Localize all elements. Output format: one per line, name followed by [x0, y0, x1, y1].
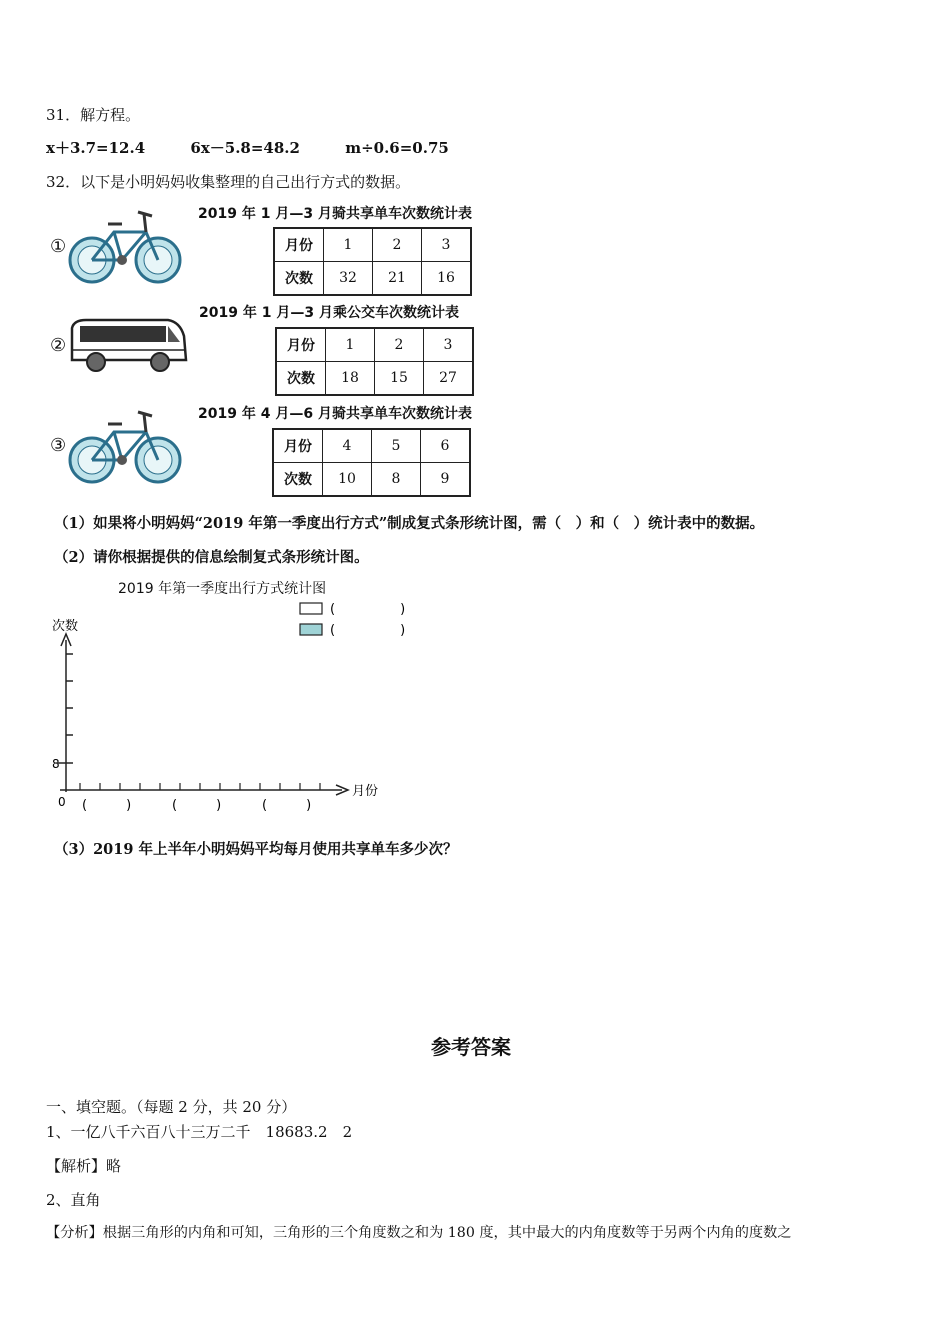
x-slot-2: ( ) — [172, 798, 222, 813]
table-cell: 3 — [422, 228, 472, 262]
table-row — [276, 328, 473, 362]
chart-title: 2019 年第一季度出行方式统计图 — [118, 581, 327, 597]
row-label: 月份 — [276, 328, 326, 362]
answers-title: 参考答案 — [431, 1035, 511, 1059]
answer-1: 1、一亿八千六百八十三万二千 18683.2 2 — [46, 1123, 353, 1141]
bicycle-icon — [66, 204, 184, 288]
table-cell: 1 — [326, 328, 375, 362]
x-slot-3: ( ) — [262, 798, 312, 813]
x-ticks — [80, 783, 320, 790]
row-label: 次数 — [273, 463, 323, 497]
legend-swatch-1 — [300, 603, 322, 614]
row-label: 月份 — [274, 228, 324, 262]
answer-2: 2、直角 — [46, 1191, 101, 1209]
row-label: 月份 — [273, 429, 323, 463]
table-cell: 32 — [324, 262, 373, 296]
table-cell: 2 — [373, 228, 422, 262]
table-3 — [272, 428, 471, 497]
table-row — [276, 362, 473, 396]
table-cell: 15 — [375, 362, 424, 396]
x-slot-1: ( ) — [82, 798, 132, 813]
x-axis-label: 月份 — [352, 784, 379, 799]
equation-3: m÷0.6=0.75 — [345, 139, 449, 157]
y-axis-label: 次数 — [52, 619, 79, 634]
table-cell: 5 — [372, 429, 421, 463]
table-row — [274, 262, 471, 296]
q32-title: 32．以下是小明妈妈收集整理的自己出行方式的数据。 — [46, 173, 411, 191]
table-cell: 27 — [424, 362, 474, 396]
table-cell: 9 — [421, 463, 471, 497]
table-row — [273, 463, 470, 497]
table-cell: 6 — [421, 429, 471, 463]
table-2 — [275, 327, 474, 396]
marker-3: ③ — [50, 435, 67, 456]
table-2-title: 2019 年 1 月—3 月乘公交车次数统计表 — [199, 305, 459, 321]
q32-part1: （1）如果将小明妈妈“2019 年第一季度出行方式”制成复式条形统计图，需（ ）和（ ）统计表中的数据。 — [54, 515, 765, 532]
table-3-title: 2019 年 4 月—6 月骑共享单车次数统计表 — [198, 406, 472, 422]
q31-equations — [46, 137, 489, 158]
row-label: 次数 — [274, 262, 324, 296]
q32-part3: （3）2019 年上半年小明妈妈平均每月使用共享单车多少次？ — [54, 841, 458, 858]
equation-1: x＋3.7=12.4 — [46, 139, 146, 157]
legend-label-1: ( ) — [330, 602, 406, 617]
table-cell: 4 — [323, 429, 372, 463]
origin-label: 0 — [58, 795, 66, 809]
answer-2-analysis: 【分析】根据三角形的内角和可知，三角形的三个角度数之和为 180 度，其中最大的内角度数等于另两个内角的度数之 — [46, 1225, 792, 1241]
table-cell: 2 — [375, 328, 424, 362]
table-cell: 10 — [323, 463, 372, 497]
answer-1-analysis: 【解析】略 — [46, 1157, 122, 1175]
blank-chart — [46, 596, 426, 816]
table-cell: 1 — [324, 228, 373, 262]
answers-section-1: 一、填空题。（每题 2 分，共 20 分） — [46, 1098, 297, 1116]
y-tick-label: 8 — [52, 757, 60, 771]
table-cell: 3 — [424, 328, 474, 362]
marker-2: ② — [50, 335, 67, 356]
bus-icon — [68, 316, 190, 378]
marker-1: ① — [50, 236, 67, 257]
table-1 — [273, 227, 472, 296]
table-1-title: 2019 年 1 月—3 月骑共享单车次数统计表 — [198, 206, 472, 222]
table-cell: 18 — [326, 362, 375, 396]
legend-label-2: ( ) — [330, 623, 406, 638]
row-label: 次数 — [276, 362, 326, 396]
table-cell: 16 — [422, 262, 472, 296]
table-cell: 8 — [372, 463, 421, 497]
q32-part2: （2）请你根据提供的信息绘制复式条形统计图。 — [54, 549, 369, 566]
bicycle-icon — [66, 404, 184, 488]
equation-2: 6x－5.8=48.2 — [190, 139, 300, 157]
legend-swatch-2 — [300, 624, 322, 635]
table-cell: 21 — [373, 262, 422, 296]
table-row — [273, 429, 470, 463]
q31-title: 31．解方程。 — [46, 106, 141, 124]
table-row — [274, 228, 471, 262]
